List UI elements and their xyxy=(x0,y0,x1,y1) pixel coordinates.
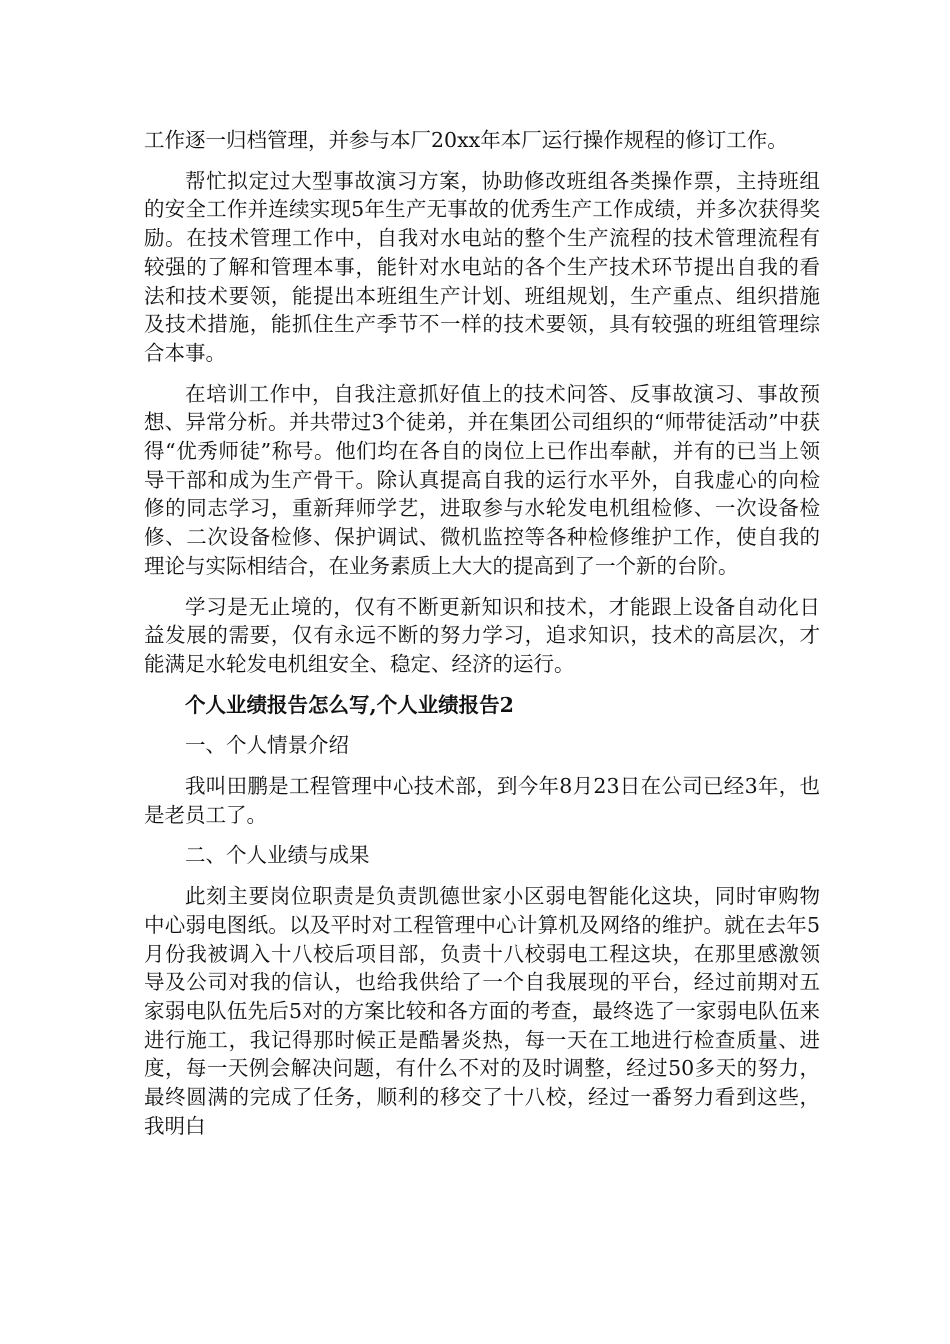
paragraph-self-introduction: 我叫田鹏是工程管理中心技术部，到今年8月23日在公司已经3年，也是老员工了。 xyxy=(144,774,820,827)
paragraph-archive-work: 工作逐一归档管理，并参与本厂20xx年本厂运行操作规程的修订工作。 xyxy=(144,128,788,152)
section-personal-intro: 一、个人情景介绍 xyxy=(185,733,349,758)
paragraph-training-work: 在培训工作中，自我注意抓好值上的技术问答、反事故演习、事故预想、异常分析。并共带过3个徒弟，并在集团公司组织的“师带徒活动”中获得“优秀师徒”称号。他们均在各自的岗位上已作出奉献，并有的已当上领导干部和成为生产骨干。除认真提高自我的运行水平外，自我虚心的向检修的同志学习，重新拜师学艺，进取参与水轮发电机组检修、一次设备检修、二次设备检修、保护调试、微机监控等各种检修维护工作，使自我的理论与实际相结合，在业务素质上大大的提高到了一个新的台阶。 xyxy=(144,381,820,578)
report-heading: 个人业绩报告怎么写,个人业绩报告2 xyxy=(185,692,514,717)
paragraph-achievement-details: 此刻主要岗位职责是负责凯德世家小区弱电智能化这块，同时审购物中心弱电图纸。以及平时对工程管理中心计算机及网络的维护。就在去年5月份我被调入十八校后项目部，负责十八校弱电工程这块，在那里感激领导及公司对我的信认，也给我供给了一个自我展现的平台，经过前期对五家弱电队伍先后5对的方案比较和各方面的考查，最终选了一家弱电队伍来进行施工，我记得那时候正是酷暑炎热，每一天在工地进行检查质量、进度，每一天例会解决问题，有什么不对的及时调整，经过50多天的努力，最终圆满的完成了任务，顺利的移交了十八校，经过一番努力看到这些，我明白 xyxy=(144,884,820,1138)
document-page xyxy=(144,126,820,1153)
paragraph-continuous-learning: 学习是无止境的，仅有不断更新知识和技术，才能跟上设备自动化日益发展的需要，仅有永远不断的努力学习，追求知识，技术的高层次，才能满足水轮发电机组安全、稳定、经济的运行。 xyxy=(144,594,820,676)
paragraph-safety-management: 帮忙拟定过大型事故演习方案，协助修改班组各类操作票，主持班组的安全工作并连续实现5年生产无事故的优秀生产工作成绩，并多次获得奖励。在技术管理工作中，自我对水电站的整个生产流程的技术管理流程有较强的了解和管理本事，能针对水电站的各个生产技术环节提出自我的看法和技术要领，能提出本班组生产计划、班组规划，生产重点、组织措施及技术措施，能抓住生产季节不一样的技术要领，具有较强的班组管理综合本事。 xyxy=(144,168,820,365)
section-achievements: 二、个人业绩与成果 xyxy=(185,843,370,868)
